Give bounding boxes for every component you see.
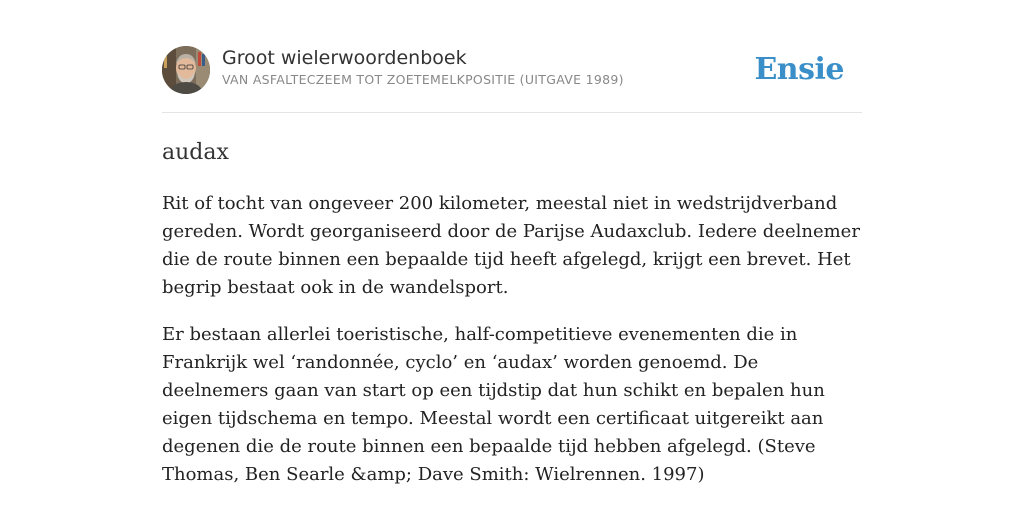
entry-term: audax [162, 140, 229, 165]
book-subtitle: VAN ASFALTECZEEM TOT ZOETEMELKPOSITIE (UITGAVE 1989) [222, 72, 624, 87]
header-divider [162, 112, 862, 113]
definition-paragraph: Er bestaan allerlei toeristische, half-competitieve evenementen die in Frankrijk wel ‘randonnée, cyclo’ en ‘audax’ worden genoemd. De deelnemers gaan van start op een tijdstip dat hun schikt en bepalen hun eigen tijdschema en tempo. Meestal wordt een certificaat uitgereikt aan degenen die de route binnen een bepaalde tijd hebben afgelegd. (Steve Thomas, Ben Searle &amp; Dave Smith: Wielrennen. 1997) [162, 324, 825, 485]
definition-paragraph: Rit of tocht van ongeveer 200 kilometer, meestal niet in wedstrijdverband gereden. Wordt georganiseerd door de Parijse Audaxclub. Iedere deelnemer die de route binnen een bepaalde tijd heeft afgelegd, krijgt een brevet. Het begrip bestaat ook in de wandelsport. [162, 193, 860, 298]
entry-card [162, 46, 862, 485]
book-title[interactable]: Groot wielerwoordenboek [222, 47, 467, 69]
ensie-logo-link[interactable]: Ensie [754, 52, 844, 87]
author-avatar[interactable] [162, 46, 210, 94]
author-portrait-icon [162, 46, 210, 94]
entry-definition [162, 190, 862, 508]
source-header [162, 46, 862, 96]
source-titles [222, 46, 624, 89]
